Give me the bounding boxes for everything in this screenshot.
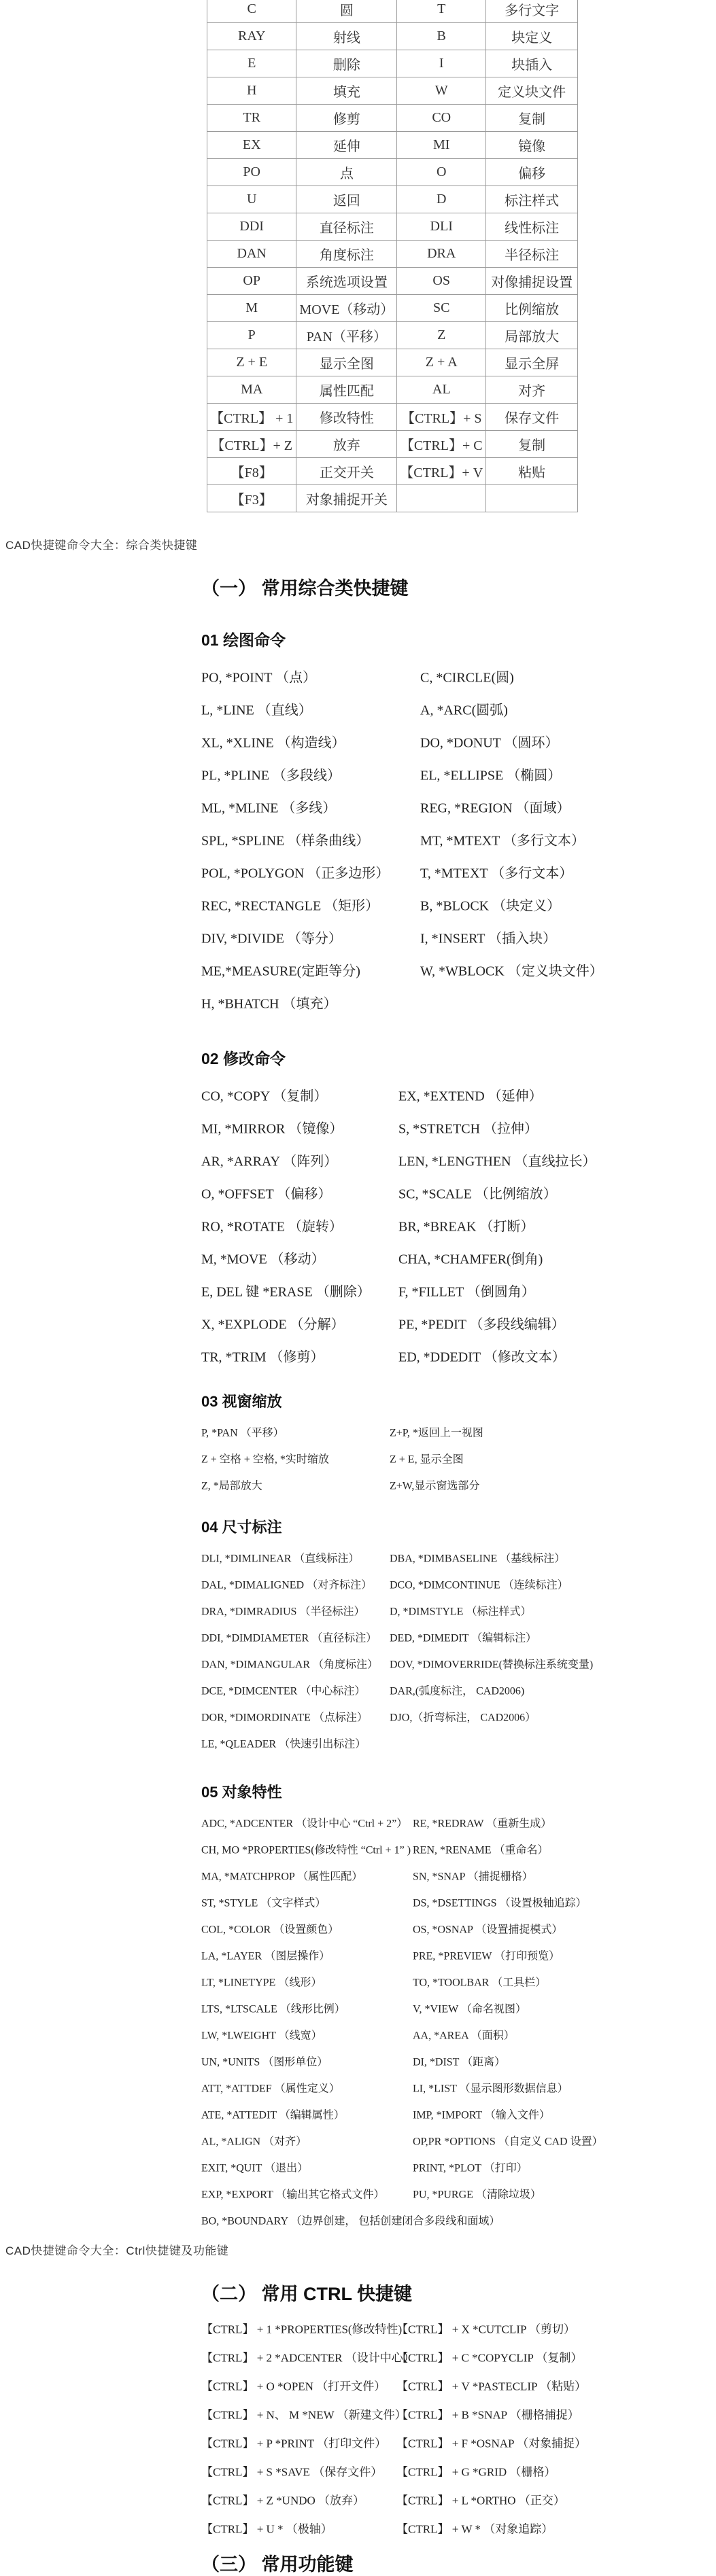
shortcut-item: REN, *RENAME （重命名） [413, 1844, 549, 1856]
shortcut-item-row [0, 1176, 716, 1209]
shortcut-item-row [0, 2153, 716, 2180]
shortcut-item: EXIT, *QUIT （退出） [201, 2162, 309, 2174]
shortcut-item: ML, *MLINE （多线） [201, 800, 337, 816]
shortcut-item-row [0, 2314, 716, 2342]
section-heading-s04: 04 尺寸标注 [201, 1519, 282, 1536]
shortcut-item-row [0, 2342, 716, 2371]
shortcut-function: 块插入 [486, 50, 578, 77]
shortcut-item-row [0, 1241, 716, 1274]
shortcut-table [207, 0, 578, 512]
shortcut-item: LW, *LWEIGHT （线宽） [201, 2030, 322, 2041]
shortcut-item: ATT, *ATTDEF （属性定义） [201, 2083, 340, 2094]
shortcut-function: 块定义 [486, 23, 578, 50]
shortcut-function: 定义块文件 [486, 77, 578, 105]
shortcut-item: LA, *LAYER （图层操作） [201, 1950, 330, 1962]
shortcut-item: A, *ARC(圆弧) [420, 703, 508, 718]
shortcut-item: DO, *DONUT （圆环） [420, 735, 559, 751]
section-heading-s03: 03 视窗缩放 [201, 1393, 282, 1410]
shortcut-function: 镜像 [486, 132, 578, 159]
shortcut-item-row [0, 1676, 716, 1703]
shortcut-item-row [0, 1471, 716, 1498]
shortcut-table-row [207, 268, 578, 295]
shortcut-item: DLI, *DIMLINEAR （直线标注） [201, 1553, 360, 1564]
shortcut-item: MT, *MTEXT （多行文本） [420, 833, 585, 849]
shortcut-item-row [0, 1968, 716, 1994]
shortcut-item: IMP, *IMPORT （输入文件） [413, 2109, 550, 2121]
shortcut-item: PRINT, *PLOT （打印） [413, 2162, 528, 2174]
shortcut-item: H, *BHATCH （填充） [201, 996, 337, 1012]
shortcut-key: DLI [397, 213, 486, 241]
shortcut-table-row [207, 132, 578, 159]
shortcut-table-row [207, 349, 578, 376]
shortcut-item: O, *OFFSET （偏移） [201, 1186, 332, 1202]
shortcut-item: DOV, *DIMOVERRIDE(替换标注系统变量) [390, 1659, 594, 1670]
shortcut-table-row [207, 77, 578, 105]
shortcut-item: AL, *ALIGN （对齐） [201, 2136, 307, 2147]
shortcut-key: RAY [207, 23, 296, 50]
section-rows-s03 [0, 1418, 716, 1498]
part3-heading-cutoff: （三） 常用功能键 [201, 2554, 354, 2575]
shortcut-item: 【CTRL】 + L *ORTHO （正交） [396, 2494, 565, 2507]
shortcut-item: DRA, *DIMRADIUS （半径标注） [201, 1606, 365, 1617]
shortcut-key: D [397, 186, 486, 213]
shortcut-item: AA, *AREA （面积） [413, 2030, 515, 2041]
shortcut-item-row [0, 1888, 716, 1915]
shortcut-item: RE, *REDRAW （重新生成） [413, 1818, 552, 1829]
shortcut-key: CO [397, 105, 486, 132]
shortcut-key: 【CTRL】+ Z [207, 431, 296, 458]
shortcut-item-row [0, 1597, 716, 1623]
shortcut-item-row [0, 725, 716, 758]
shortcut-function: 多行文字 [486, 0, 578, 23]
shortcut-item: B, *BLOCK （块定义） [420, 898, 561, 914]
shortcut-table-body [207, 0, 578, 512]
shortcut-key: 【CTRL】+ V [397, 458, 486, 485]
shortcut-item: M, *MOVE （移动） [201, 1252, 325, 1267]
shortcut-item-row [0, 2074, 716, 2100]
shortcut-item: DI, *DIST （距离） [413, 2056, 506, 2068]
shortcut-item: CO, *COPY （复制） [201, 1089, 328, 1104]
shortcut-item: PRE, *PREVIEW （打印预览） [413, 1950, 560, 1962]
shortcut-item: T, *MTEXT （多行文本） [420, 866, 573, 881]
shortcut-function: PAN（平移） [296, 322, 397, 349]
shortcut-item-row [0, 758, 716, 790]
section-heading-s01: 01 绘图命令 [201, 631, 286, 649]
shortcut-item-row [0, 986, 716, 1019]
shortcut-key: DDI [207, 213, 296, 241]
shortcut-key: SC [397, 295, 486, 322]
shortcut-item: DCO, *DIMCONTINUE （连续标注） [390, 1579, 568, 1591]
shortcut-key: M [207, 295, 296, 322]
intro-line-2: CAD快捷键命令大全：Ctrl快捷键及功能键 [5, 2244, 229, 2257]
shortcut-item: UN, *UNITS （图形单位） [201, 2056, 328, 2068]
shortcut-item: Z+W,显示窗选部分 [390, 1480, 480, 1492]
shortcut-item: OS, *OSNAP （设置捕捉模式） [413, 1924, 563, 1935]
shortcut-function: 线性标注 [486, 213, 578, 241]
shortcut-item: PL, *PLINE （多段线） [201, 768, 341, 783]
intro-line-1: CAD快捷键命令大全：综合类快捷键 [5, 539, 198, 552]
shortcut-item: DAN, *DIMANGULAR （角度标注） [201, 1659, 378, 1670]
shortcut-item: AR, *ARRAY （阵列） [201, 1154, 338, 1169]
shortcut-function: 标注样式 [486, 186, 578, 213]
shortcut-item: 【CTRL】 + G *GRID （栅格） [396, 2465, 556, 2479]
shortcut-table-row [207, 295, 578, 322]
shortcut-item: 【CTRL】 + S *SAVE （保存文件） [201, 2465, 383, 2479]
shortcut-item: E, DEL 键 *ERASE （删除） [201, 1284, 371, 1300]
shortcut-item: 【CTRL】 + 1 *PROPERTIES(修改特性) [201, 2323, 403, 2336]
shortcut-table-row [207, 322, 578, 349]
shortcut-item-row [0, 2485, 716, 2513]
shortcut-key: Z + A [397, 349, 486, 376]
shortcut-function: 放弃 [296, 431, 397, 458]
shortcut-function: 属性匹配 [296, 376, 397, 404]
shortcut-item-row [0, 888, 716, 921]
shortcut-item: Z, *局部放大 [201, 1480, 262, 1492]
shortcut-item: 【CTRL】 + U * （极轴） [201, 2522, 333, 2536]
shortcut-item: LT, *LINETYPE （线形） [201, 1977, 322, 1988]
part1-heading: （一） 常用综合类快捷键 [201, 578, 409, 599]
shortcut-item-row [0, 1729, 716, 1756]
shortcut-item: W, *WBLOCK （定义块文件） [420, 964, 603, 979]
shortcut-item: Z + 空格 + 空格, *实时缩放 [201, 1453, 329, 1465]
shortcut-item: POL, *POLYGON （正多边形） [201, 866, 390, 881]
shortcut-key: OP [207, 268, 296, 295]
shortcut-item: EL, *ELLIPSE （椭圆） [420, 768, 562, 783]
shortcut-item: PU, *PURGE （清除垃圾） [413, 2189, 541, 2200]
section-heading-s05: 05 对象特性 [201, 1784, 282, 1801]
shortcut-item: Z + E, 显示全图 [390, 1453, 464, 1465]
shortcut-item-row [0, 855, 716, 888]
shortcut-item-row [0, 2021, 716, 2047]
shortcut-function: 显示全图 [296, 349, 397, 376]
shortcut-item: D, *DIMSTYLE （标注样式） [390, 1606, 532, 1617]
shortcut-item: 【CTRL】 + 2 *ADCENTER （设计中心） [201, 2351, 415, 2365]
shortcut-item-row [0, 1307, 716, 1339]
shortcut-function: 粘贴 [486, 458, 578, 485]
shortcut-item-row [0, 1544, 716, 1570]
shortcut-item: I, *INSERT （插入块） [420, 931, 557, 947]
section-rows-s01 [0, 660, 716, 1019]
shortcut-table-row [207, 376, 578, 404]
shortcut-item-row [0, 2456, 716, 2485]
shortcut-item: DDI, *DIMDIAMETER （直径标注） [201, 1632, 377, 1644]
shortcut-function: 直径标注 [296, 213, 397, 241]
shortcut-function [486, 485, 578, 512]
shortcut-table-row [207, 23, 578, 50]
shortcut-item: RO, *ROTATE （旋转） [201, 1219, 343, 1235]
shortcut-key [397, 485, 486, 512]
shortcut-table-row [207, 186, 578, 213]
shortcut-key: EX [207, 132, 296, 159]
shortcut-key: I [397, 50, 486, 77]
part1-sections [0, 630, 716, 2233]
shortcut-item: ED, *DDEDIT （修改文本） [398, 1349, 566, 1365]
shortcut-function: 对像捕捉设置 [486, 268, 578, 295]
shortcut-item: C, *CIRCLE(圆) [420, 670, 514, 686]
shortcut-item-row [0, 790, 716, 823]
shortcut-item: DIV, *DIVIDE （等分） [201, 931, 342, 947]
shortcut-key: W [397, 77, 486, 105]
shortcut-item: DED, *DIMEDIT （编辑标注） [390, 1632, 537, 1644]
shortcut-item: 【CTRL】 + B *SNAP （栅格捕捉） [396, 2408, 579, 2422]
shortcut-key: DRA [397, 241, 486, 268]
shortcut-item: PE, *PEDIT （多段线编辑） [398, 1317, 565, 1333]
shortcut-item: Z+P, *返回上一视图 [390, 1427, 483, 1439]
shortcut-item-row [0, 660, 716, 692]
shortcut-key: PO [207, 159, 296, 186]
shortcut-item: PO, *POINT （点） [201, 670, 317, 686]
shortcut-item-row [0, 1650, 716, 1676]
shortcut-item-row [0, 2371, 716, 2399]
shortcut-table-row [207, 213, 578, 241]
shortcut-key: T [397, 0, 486, 23]
shortcut-item: ME,*MEASURE(定距等分) [201, 964, 360, 979]
shortcut-item: DAL, *DIMALIGNED （对齐标注） [201, 1579, 373, 1591]
shortcut-function: 比例缩放 [486, 295, 578, 322]
shortcut-item: 【CTRL】 + N、 M *NEW （新建文件） [201, 2408, 407, 2422]
shortcut-item-row [0, 953, 716, 986]
shortcut-key: OS [397, 268, 486, 295]
shortcut-item: COL, *COLOR （设置颜色） [201, 1924, 339, 1935]
shortcut-item: EX, *EXTEND （延伸） [398, 1089, 543, 1104]
shortcut-key: MA [207, 376, 296, 404]
shortcut-table-row [207, 159, 578, 186]
shortcut-item-row [0, 2206, 716, 2233]
shortcut-function: 偏移 [486, 159, 578, 186]
shortcut-item-row [0, 2100, 716, 2127]
shortcut-function: MOVE（移动） [296, 295, 397, 322]
shortcut-function: 修剪 [296, 105, 397, 132]
shortcut-item: DCE, *DIMCENTER （中心标注） [201, 1685, 366, 1697]
shortcut-item: X, *EXPLODE （分解） [201, 1317, 345, 1333]
shortcut-item-row [0, 1835, 716, 1862]
shortcut-function: 删除 [296, 50, 397, 77]
shortcut-item-row [0, 1144, 716, 1176]
shortcut-item: SPL, *SPLINE （样条曲线） [201, 833, 370, 849]
shortcut-key: U [207, 186, 296, 213]
shortcut-item-row [0, 2047, 716, 2074]
shortcut-key: E [207, 50, 296, 77]
shortcut-item-row [0, 1862, 716, 1888]
shortcut-function: 复制 [486, 105, 578, 132]
shortcut-item-row [0, 1915, 716, 1941]
shortcut-table-row [207, 105, 578, 132]
shortcut-function: 延伸 [296, 132, 397, 159]
shortcut-key: 【CTRL】 + 1 [207, 404, 296, 431]
shortcut-function: 半径标注 [486, 241, 578, 268]
shortcut-item: SN, *SNAP （捕捉栅格） [413, 1871, 533, 1882]
shortcut-item: S, *STRETCH （拉伸） [398, 1121, 539, 1137]
shortcut-key: Z [397, 322, 486, 349]
shortcut-item: P, *PAN （平移） [201, 1427, 284, 1439]
shortcut-key: MI [397, 132, 486, 159]
shortcut-item-row [0, 1078, 716, 1111]
shortcut-key: B [397, 23, 486, 50]
shortcut-table-row [207, 50, 578, 77]
shortcut-function: 点 [296, 159, 397, 186]
shortcut-item: SC, *SCALE （比例缩放） [398, 1186, 557, 1202]
shortcut-item: LEN, *LENGTHEN （直线拉长） [398, 1154, 596, 1169]
shortcut-item-row [0, 921, 716, 953]
shortcut-item: DBA, *DIMBASELINE （基线标注） [390, 1553, 566, 1564]
shortcut-item: MI, *MIRROR （镜像） [201, 1121, 343, 1137]
shortcut-item: L, *LINE （直线） [201, 703, 312, 718]
shortcut-item: EXP, *EXPORT （输出其它格式文件） [201, 2189, 385, 2200]
shortcut-item: 【CTRL】 + P *PRINT （打印文件） [201, 2437, 387, 2450]
shortcut-item: 【CTRL】 + F *OSNAP （对象捕捉） [396, 2437, 587, 2450]
shortcut-item: 【CTRL】 + Z *UNDO （放弃） [201, 2494, 365, 2507]
shortcut-function: 圆 [296, 0, 397, 23]
shortcut-item: BR, *BREAK （打断） [398, 1219, 534, 1235]
shortcut-function: 对齐 [486, 376, 578, 404]
shortcut-key: C [207, 0, 296, 23]
shortcut-item: LE, *QLEADER （快速引出标注） [201, 1738, 366, 1750]
shortcut-key: DAN [207, 241, 296, 268]
shortcut-item-row [0, 1809, 716, 1835]
shortcut-item-row [0, 1703, 716, 1729]
shortcut-item: TR, *TRIM （修剪） [201, 1349, 324, 1365]
shortcut-item-row [0, 2513, 716, 2542]
shortcut-item: REC, *RECTANGLE （矩形） [201, 898, 379, 914]
shortcut-key: 【F8】 [207, 458, 296, 485]
shortcut-key: P [207, 322, 296, 349]
shortcut-function: 填充 [296, 77, 397, 105]
shortcut-key: 【CTRL】+ C [397, 431, 486, 458]
shortcut-item-row [0, 1570, 716, 1597]
shortcut-function: 正交开关 [296, 458, 397, 485]
shortcut-table-row [207, 485, 578, 512]
shortcut-item: 【CTRL】 + X *CUTCLIP （剪切） [396, 2323, 576, 2336]
ctrl-shortcut-list [0, 2314, 716, 2542]
shortcut-item: XL, *XLINE （构造线） [201, 735, 345, 751]
shortcut-item: 【CTRL】 + O *OPEN （打开文件） [201, 2380, 386, 2393]
shortcut-key: 【F3】 [207, 485, 296, 512]
shortcut-function: 复制 [486, 431, 578, 458]
shortcut-table-row [207, 458, 578, 485]
shortcut-item-row [0, 2127, 716, 2153]
shortcut-item: 【CTRL】 + V *PASTECLIP （粘贴） [396, 2380, 587, 2393]
shortcut-item-row [0, 1994, 716, 2021]
shortcut-function: 角度标注 [296, 241, 397, 268]
shortcut-item-row [0, 1623, 716, 1650]
shortcut-item: LI, *LIST （显示图形数据信息） [413, 2083, 568, 2094]
shortcut-table-row [207, 0, 578, 23]
shortcut-item-row [0, 1209, 716, 1241]
shortcut-item: CHA, *CHAMFER(倒角) [398, 1252, 543, 1267]
shortcut-key: AL [397, 376, 486, 404]
shortcut-key: 【CTRL】+ S [397, 404, 486, 431]
shortcut-function: 返回 [296, 186, 397, 213]
shortcut-item-row [0, 2428, 716, 2456]
shortcut-item: OP,PR *OPTIONS （自定义 CAD 设置） [413, 2136, 603, 2147]
shortcut-item: ST, *STYLE （文字样式） [201, 1897, 326, 1909]
shortcut-item: LTS, *LTSCALE （线形比例） [201, 2003, 345, 2015]
shortcut-item: F, *FILLET （倒圆角） [398, 1284, 535, 1300]
shortcut-item: 【CTRL】 + W * （对象追踪） [396, 2522, 553, 2536]
part2-heading: （二） 常用 CTRL 快捷键 [201, 2284, 412, 2304]
shortcut-item: MA, *MATCHPROP （属性匹配） [201, 1871, 363, 1882]
shortcut-item-row [0, 1941, 716, 1968]
shortcut-item: BO, *BOUNDARY （边界创建， 包括创建闭合多段线和面域） [201, 2215, 500, 2227]
shortcut-key: H [207, 77, 296, 105]
shortcut-item: DJO,（折弯标注， CAD2006） [390, 1712, 536, 1723]
shortcut-item-row [0, 692, 716, 725]
shortcut-item-row [0, 1445, 716, 1471]
section-rows-s02 [0, 1078, 716, 1372]
shortcut-table-row [207, 431, 578, 458]
shortcut-item-row [0, 1418, 716, 1445]
shortcut-item: TO, *TOOLBAR （工具栏） [413, 1977, 547, 1988]
section-rows-s04 [0, 1544, 716, 1756]
shortcut-table-row [207, 404, 578, 431]
shortcut-item: DOR, *DIMORDINATE （点标注） [201, 1712, 368, 1723]
shortcut-function: 系统选项设置 [296, 268, 397, 295]
shortcut-table-row [207, 241, 578, 268]
shortcut-item-row [0, 823, 716, 855]
shortcut-item: ADC, *ADCENTER （设计中心 “Ctrl + 2”） [201, 1818, 408, 1829]
shortcut-key: O [397, 159, 486, 186]
shortcut-function: 保存文件 [486, 404, 578, 431]
shortcut-item: REG, *REGION （面域） [420, 800, 570, 816]
shortcut-item-row [0, 2180, 716, 2206]
shortcut-item-row [0, 2399, 716, 2428]
shortcut-item-row [0, 1274, 716, 1307]
shortcut-key: Z + E [207, 349, 296, 376]
shortcut-function: 对象捕捉开关 [296, 485, 397, 512]
shortcut-key: TR [207, 105, 296, 132]
section-heading-s02: 02 修改命令 [201, 1050, 286, 1068]
section-rows-s05 [0, 1809, 716, 2233]
shortcut-item: ATE, *ATTEDIT （编辑属性） [201, 2109, 345, 2121]
shortcut-function: 射线 [296, 23, 397, 50]
shortcut-item: DS, *DSETTINGS （设置极轴追踪） [413, 1897, 587, 1909]
shortcut-function: 局部放大 [486, 322, 578, 349]
shortcut-item-row [0, 1339, 716, 1372]
shortcut-function: 显示全屏 [486, 349, 578, 376]
shortcut-item: CH, MO *PROPERTIES(修改特性 “Ctrl + 1” ) [201, 1844, 411, 1856]
shortcut-item: V, *VIEW （命名视图） [413, 2003, 526, 2015]
shortcut-item: 【CTRL】 + C *COPYCLIP （复制） [396, 2351, 583, 2365]
shortcut-function: 修改特性 [296, 404, 397, 431]
shortcut-item: DAR,(弧度标注， CAD2006) [390, 1685, 525, 1697]
shortcut-item-row [0, 1111, 716, 1144]
